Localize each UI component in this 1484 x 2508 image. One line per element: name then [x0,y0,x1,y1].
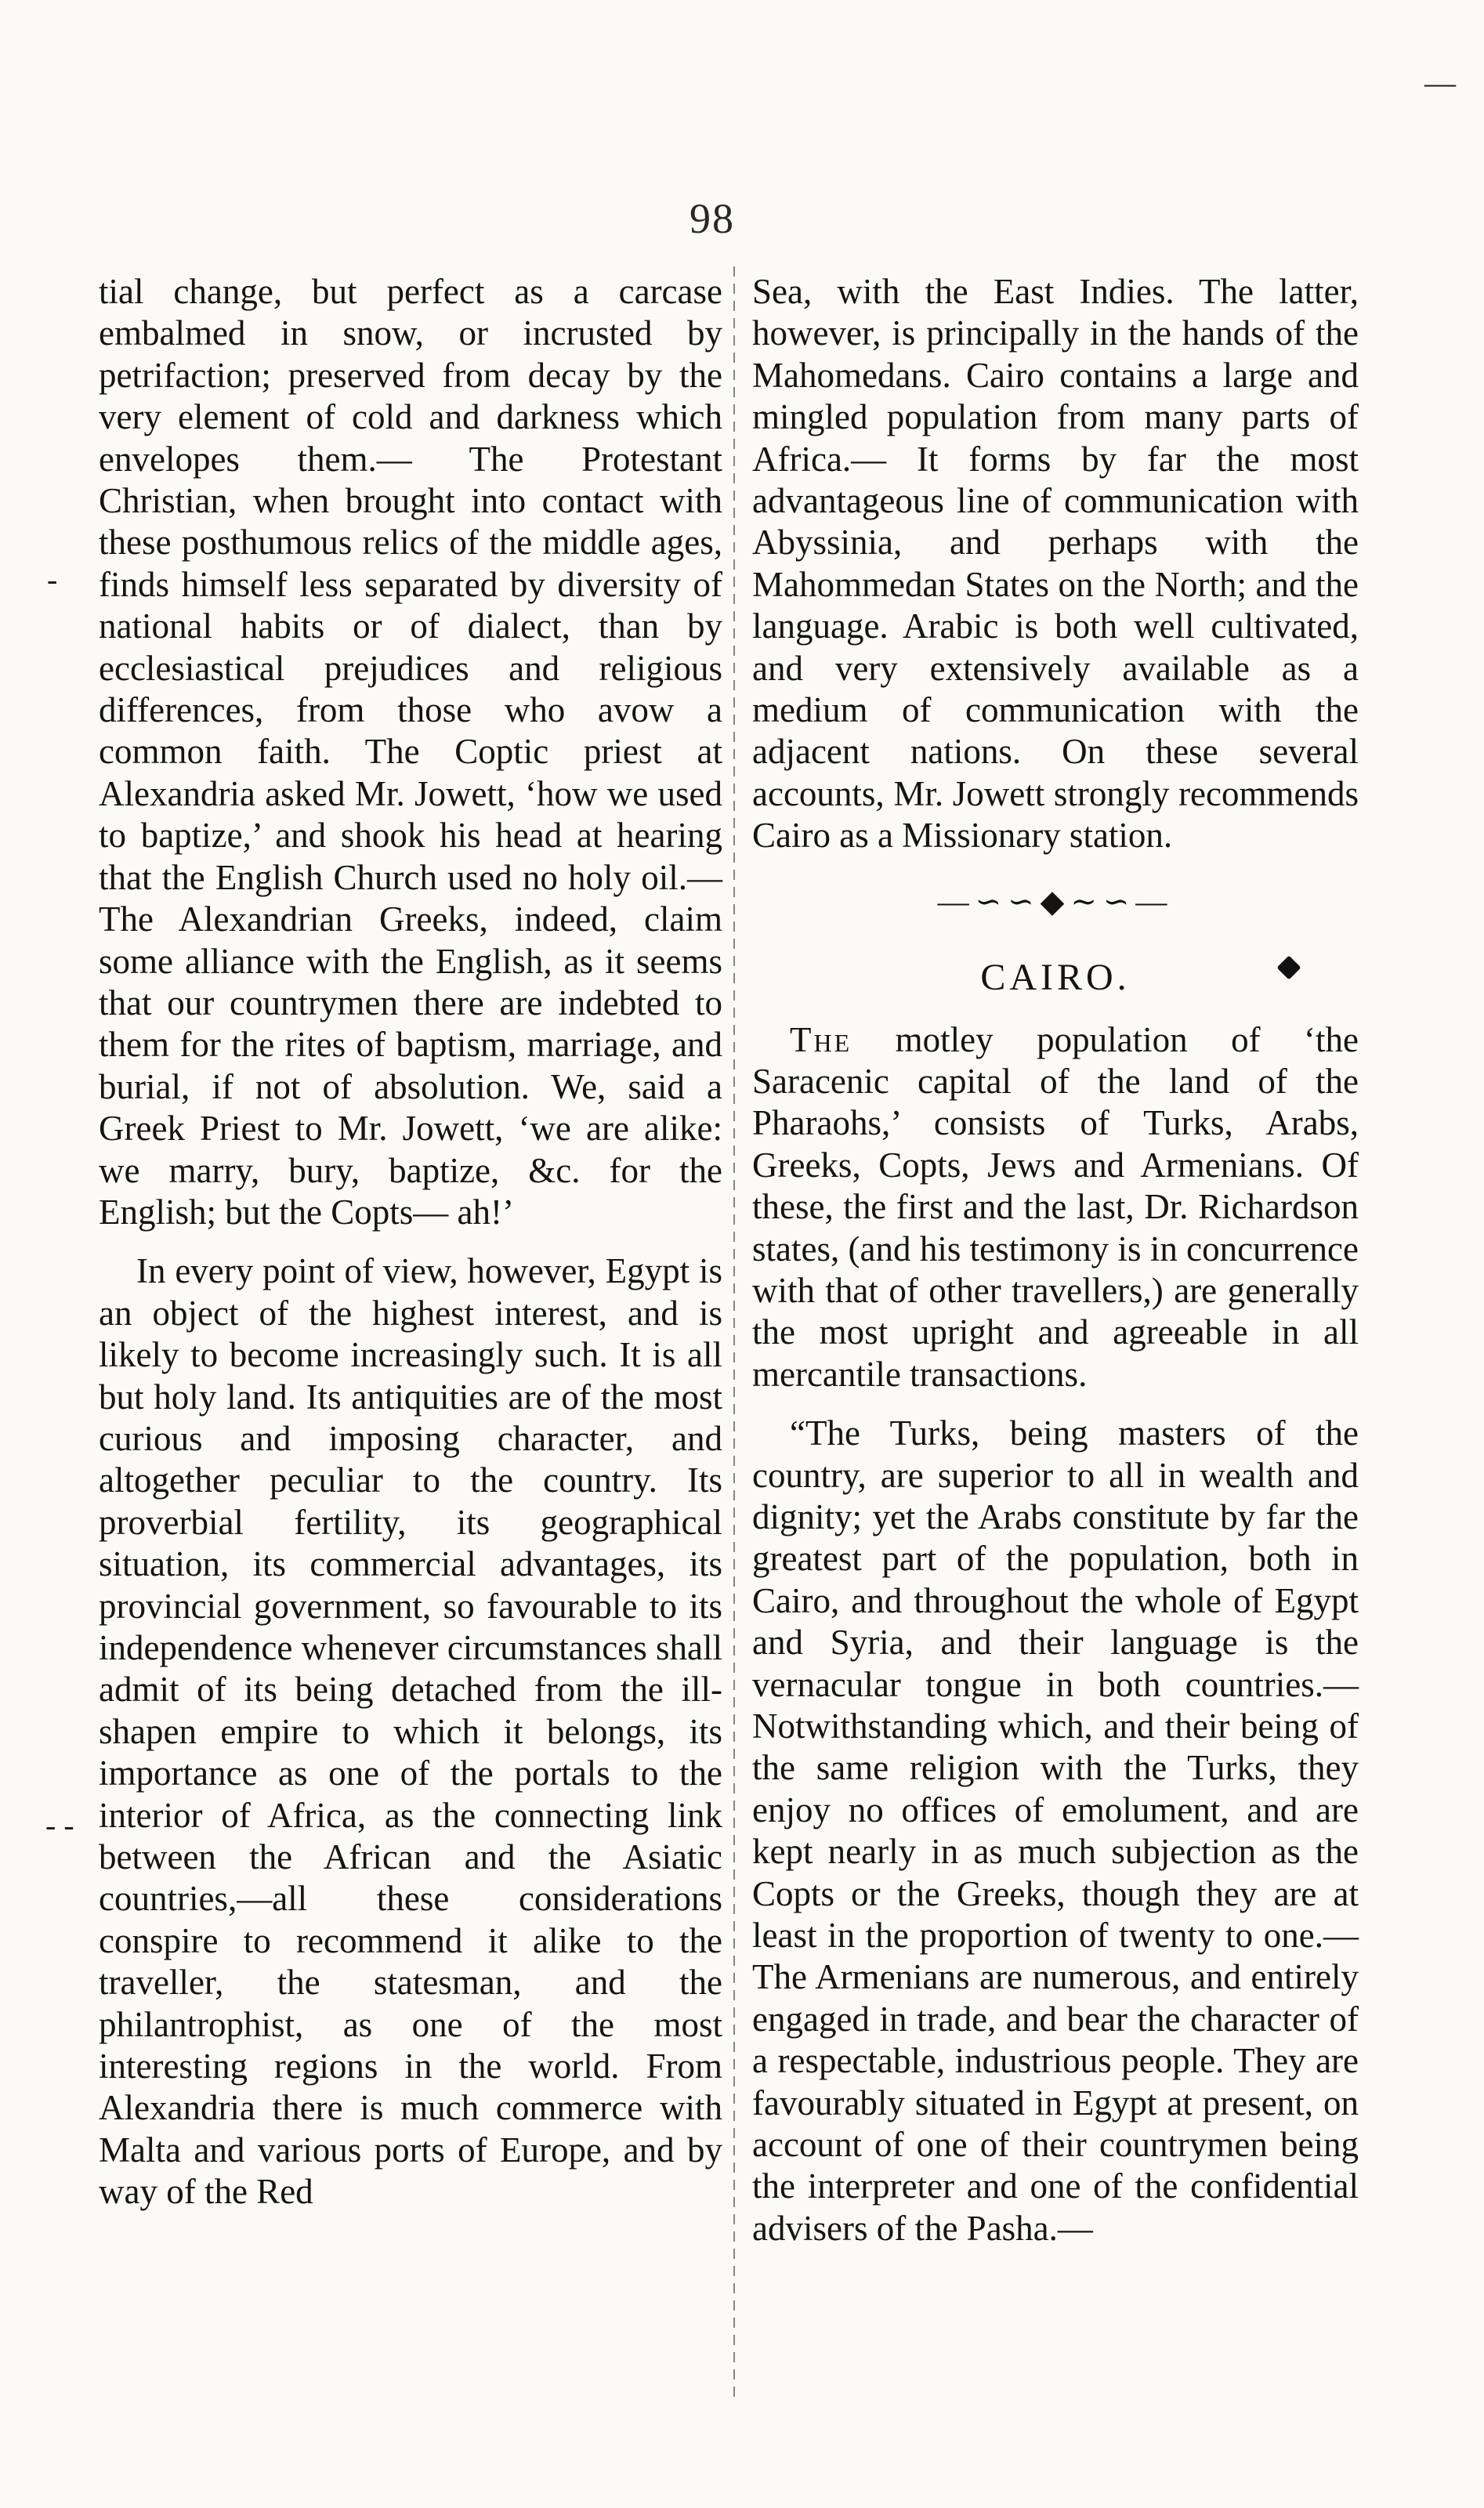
body-paragraph [752,1019,1359,1396]
body-paragraph: tial change, but perfect as a carcase embalmed in snow, or incrusted by petrifaction; preserved from decay by the very element of cold and darkness which envelopes them.— The Protestant Christian, when brought into contact with these posthumous relics of the middle ages, finds himself less separated by diversity of national habits or of dialect, than by ecclesiastical prejudices and religious differences, from those who avow a common faith. The Coptic priest at Alexandria asked Mr. Jowett, ‘how we used to baptize,’ and shook his head at hearing that the English Church used no holy oil.— The Alexandrian Greeks, indeed, claim some alliance with the English, as it seems that our countrymen there are indebted to them for the rites of baptism, marriage, and burial, if not of absolution. We, said a Greek Priest to Mr. Jowett, ‘we are alike: we marry, bury, baptize, &c. for the English; but the Copts— ah!’ [99,272,722,1232]
left-column [99,271,722,2213]
right-column [752,271,1359,2249]
column-rule [733,266,735,2398]
body-paragraph: Sea, with the East Indies. The latter, however, is principally in the hands of the Mahomedans. Cairo contains a large and mingled population from many parts of Africa.— It forms by far the most advantageous line of communication with Abyssinia, and perhaps with the Mahommedan States on the North; and the language. Arabic is both well cultivated, and very extensively available as a medium of communication with the adjacent nations. On these several accounts, Mr. Jowett strongly recommends Cairo as a Missionary station. [752,272,1359,856]
margin-mark: - [47,562,58,597]
paragraph-text: motley population of ‘the Saracenic capital of the land of the Pharaohs,’ consists of Turks, Arabs, Greeks, Copts, Jews and Armenians. Of these, the first and the last, Dr. Richardson states, (and his testimony is in concurrence with that of other travellers,) are generally the most upright and agreeable in all mercantile transactions. [752,1019,1359,1394]
body-paragraph: In every point of view, however, Egypt is an object of the highest interest, and is likely to become increasingly such. It is all but holy land. Its antiquities are of the most curious and imposing character, and altogether peculiar to the country. Its proverbial fertility, its geographical situation, its commercial advantages, its provincial government, so favourable to its independence whenever circumstances shall admit of its being detached from the ill-shapen empire to which it belongs, its importance as one of the portals to the interior of Africa, as the connecting link between the African and the Asiatic countries,—all these considerations conspire to recommend it alike to the traveller, the statesman, and the philantrophist, as one of the most interesting regions in the world. From Alexandria there is much commerce with Malta and various ports of Europe, and by way of the Red [99,1251,722,2212]
lead-word: The [790,1019,852,1059]
body-paragraph: “The Turks, being masters of the country, are superior to all in wealth and dignity; yet the Arabs constitute by far the greatest part of the population, both in Cairo, and throughout the whole of Egypt and Syria, and their language is the vernacular tongue in both countries.— Notwithstanding which, and their being of the same religion with the Turks, they enjoy no offices of emolument, and are kept nearly in as much subjection as the Copts or the Greeks, though they are at least in the proportion of twenty to one.— The Armenians are numerous, and entirely engaged in trade, and bear the character of a respectable, industrious people. They are favourably situated in Egypt at present, on account of one of their countrymen being the interpreter and one of the confidential advisers of the Pasha.— [752,1413,1359,2248]
page-number: 98 [690,195,735,242]
section-title: CAIRO. [980,957,1131,999]
margin-mark: — [1424,65,1456,100]
section-ornament: —∽∽◆∼∽— [937,883,1174,919]
margin-mark: - - [45,1808,74,1843]
